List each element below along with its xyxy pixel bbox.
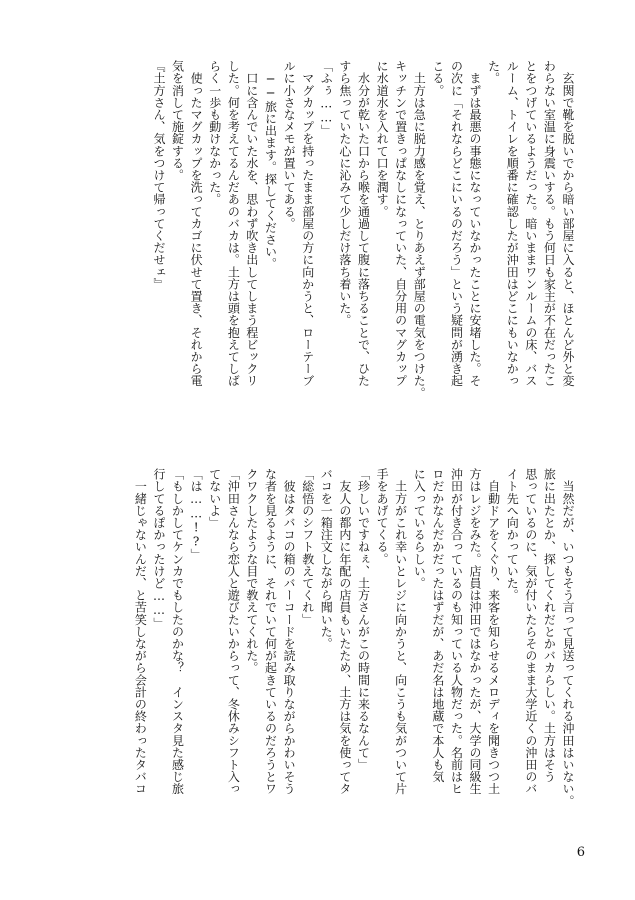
text-line: ロだかなんだかだったはずだが、あだ名は地蔵で本人も気 [430, 468, 445, 783]
text-line: マグカップを持ったまま部屋の方に向かうと、ローテーブ [300, 60, 315, 387]
text-line: 彼はタバコの箱のバーコードを読み取りながらかわいそう [282, 468, 297, 795]
lower-text-block [131, 468, 577, 868]
text-line: 「沖田さんなら恋人と遊びたいからって、冬休みシフト入っ [226, 468, 241, 795]
text-line: とをつげているようだった。暗いままワンルームの床、バス [523, 60, 538, 387]
text-line: バコを一箱注文しながら聞いた。 [319, 468, 334, 650]
text-line: な者を見るように、それでいて何が起きているのだろうとワ [263, 468, 278, 795]
text-line: 口に含んでいた水を、思わず吹き出してしまう程ビックリ [244, 60, 259, 387]
text-line: 「総悟のシフト教えてくれ」 [300, 468, 315, 626]
text-line: に水道水を入れて口を潤す。 [375, 60, 390, 218]
text-line: 気を消して施錠する。 [170, 60, 185, 181]
text-line: 土方がこれ幸いとレジに向かうと、向こうも気がついて片 [393, 468, 408, 795]
text-line: 思っているのに、気が付いたらそのまま大学近くの沖田のバ [523, 468, 538, 795]
text-line: 方はレジをみた。店員は沖田ではなかったが、大学の同級生 [468, 468, 483, 795]
text-line: ──旅に出ます。探してください。 [263, 60, 278, 270]
text-line: 「は……!?」 [189, 468, 204, 561]
text-line: 「ふぅ……」 [319, 60, 334, 137]
text-line: すら焦っていた心に沁みて少しだけ落ち着いた。 [337, 60, 352, 327]
text-line: 手をあげてくる。 [375, 468, 390, 565]
text-line: クワクしたような目で教えてくれた。 [244, 468, 259, 674]
text-line: 友人の都内に年配の店員もいたため、土方は気を使ってタ [337, 468, 352, 795]
text-line: こる。 [430, 60, 445, 97]
text-line: 「もしかしてケンカでもしたのかな？ インスタ見た感じ旅 [170, 468, 185, 795]
text-line: 行してるぽかったけど……」 [151, 468, 166, 630]
text-line: の次に「それならどこにいるのだろう」という疑問が湧き起 [449, 60, 464, 387]
text-line: らく一歩も動けなかった。 [207, 60, 222, 206]
text-line: た。 [486, 60, 501, 85]
text-line: イト先へ向かっていた。 [505, 468, 520, 602]
text-line: 『土方さん、気をつけて帰ってくだせェ』 [151, 60, 166, 290]
text-line: 使ったマグカップを洗ってカゴに伏せて置き、それから電 [189, 60, 204, 387]
upper-text-block [149, 60, 577, 460]
text-line: 当然だが、いつもそう言って見送ってくれる沖田はいない。 [561, 468, 575, 807]
text-line: 自動ドアをくぐり、来客を知らせるメロディを聞きつつ土 [486, 468, 501, 795]
text-line: 土方は急に脱力感を覚え、とりあえず部屋の電気をつけた。 [412, 60, 427, 399]
text-line: てないよ」 [207, 468, 222, 529]
text-line: まずは最悪の事態になっていなかったことに安堵した。そ [468, 60, 483, 387]
text-line: ルに小さなメモが置いてある。 [282, 60, 297, 230]
page-number: 6 [576, 845, 585, 860]
text-line: 「珍しいですねぇ、土方さんがこの時間に来るなんて」 [356, 468, 371, 771]
text-line: 旅に出たとか、探してくれだとかバカらしい。土方はそう [542, 468, 557, 783]
text-line: 沖田が付き合っているのも知っている人物だった。名前はヒ [449, 468, 464, 795]
text-line: 玄関で靴を脱いでから暗い部屋に入ると、ほとんど外と変 [561, 60, 575, 387]
text-line: キッチンで置きっぱなしになっていた、自分用のマグカップ [393, 60, 408, 387]
text-line: した。何を考えてるんだあのバカは。土方は頭を抱えてしば [226, 60, 241, 387]
text-line: 一緒じゃないんだ、と苦笑しながら会計の終わったタバコ [133, 468, 148, 795]
text-line: に入っているらしい。 [412, 468, 427, 589]
text-line: 水分が乾いた口から喉を通過して腹に落ちることで、ひた [356, 60, 371, 387]
text-line: わらない室温に身震いする。もう何日も家主が不在だったこ [542, 60, 557, 387]
text-line: ルーム、トイレを順番に確認したが沖田はどこにもいなかっ [505, 60, 520, 387]
